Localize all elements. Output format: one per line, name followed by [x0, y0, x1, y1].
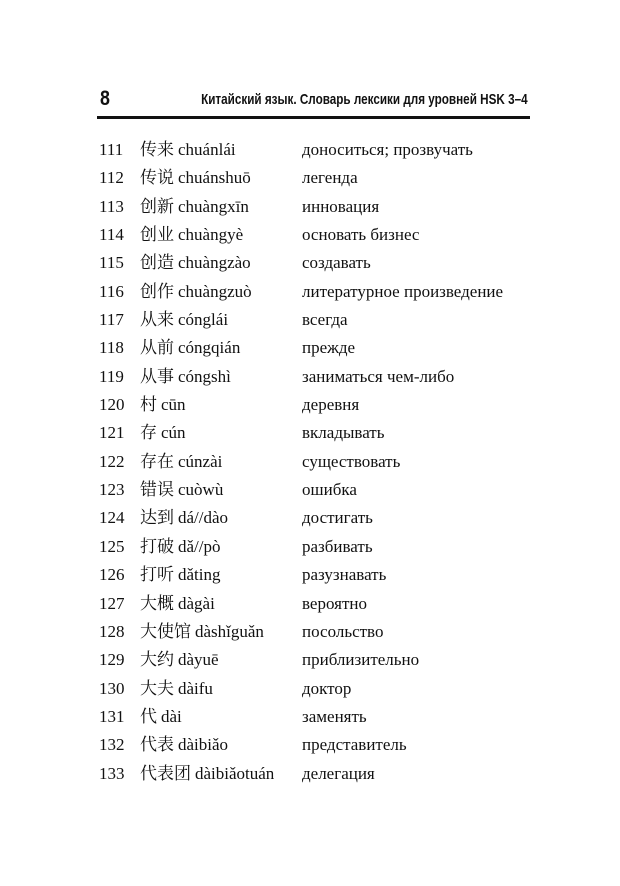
entry-translation: доноситься; прозвучать — [302, 140, 473, 159]
vocabulary-entry — [0, 391, 620, 419]
vocabulary-entry — [0, 448, 620, 476]
entry-translation: разбивать — [302, 536, 373, 556]
entry-translation: деревня — [302, 395, 360, 415]
entry-hanzi: 创新 — [140, 196, 174, 217]
entry-translation: основать бизнес — [302, 225, 420, 245]
entry-number: 128 — [99, 621, 125, 641]
entry-pinyin: dǎ//pò — [178, 536, 221, 556]
entry-pinyin: chuàngzuò — [178, 281, 252, 301]
vocabulary-list — [0, 136, 620, 788]
entry-pinyin: chuàngxīn — [178, 196, 249, 216]
entry-pinyin: dàifu — [178, 678, 213, 698]
entry-hanzi: 打听 — [140, 565, 174, 586]
entry-number: 111 — [99, 140, 124, 159]
vocabulary-entry — [0, 476, 620, 504]
page-header — [97, 86, 530, 119]
entry-pinyin: cúnzài — [178, 451, 223, 471]
entry-word — [140, 391, 186, 419]
entry-number: 130 — [99, 678, 125, 698]
entry-hanzi: 创作 — [140, 281, 174, 302]
entry-word — [140, 703, 182, 731]
entry-pinyin: dàibiǎo — [178, 735, 229, 755]
entry-translation: доктор — [302, 678, 352, 698]
entry-hanzi: 打破 — [140, 536, 174, 557]
entry-hanzi: 传说 — [140, 168, 174, 189]
entry-number: 115 — [99, 253, 124, 273]
vocabulary-entry — [0, 136, 620, 164]
entry-number: 112 — [99, 168, 124, 188]
vocabulary-entry — [0, 561, 620, 589]
entry-pinyin: dǎting — [178, 565, 221, 585]
entry-word — [140, 334, 240, 362]
entry-hanzi: 村 — [140, 395, 157, 416]
entry-hanzi: 创业 — [140, 225, 174, 246]
entry-translation: легенда — [302, 168, 358, 188]
entry-number: 131 — [99, 706, 125, 726]
entry-number: 123 — [99, 480, 125, 500]
entry-number: 127 — [99, 593, 125, 613]
vocabulary-entry — [0, 618, 620, 646]
entry-hanzi: 大概 — [140, 593, 174, 614]
entry-hanzi: 代表 — [140, 735, 174, 756]
entry-hanzi: 代 — [140, 706, 157, 727]
entry-word — [140, 646, 219, 674]
entry-number: 124 — [99, 508, 125, 528]
entry-word — [140, 533, 221, 561]
vocabulary-entry — [0, 675, 620, 703]
entry-pinyin: chuánshuō — [178, 168, 251, 188]
vocabulary-entry — [0, 278, 620, 306]
entry-translation: всегда — [302, 310, 348, 330]
entry-number: 117 — [99, 310, 124, 330]
entry-word — [140, 278, 252, 306]
entry-hanzi: 代表团 — [140, 763, 191, 784]
entry-word — [140, 419, 186, 447]
entry-pinyin: cóngshì — [178, 366, 231, 386]
entry-word — [140, 249, 251, 277]
entry-word — [140, 193, 249, 221]
vocabulary-entry — [0, 646, 620, 674]
entry-translation: прежде — [302, 338, 356, 358]
entry-pinyin: chuánlái — [178, 140, 236, 159]
entry-hanzi: 大使馆 — [140, 621, 191, 642]
entry-hanzi: 从前 — [140, 338, 174, 359]
entry-hanzi: 从事 — [140, 366, 174, 387]
vocabulary-entry — [0, 703, 620, 731]
vocabulary-entry — [0, 249, 620, 277]
entry-pinyin: cónglái — [178, 310, 229, 330]
entry-hanzi: 传来 — [140, 140, 174, 160]
entry-word — [140, 561, 221, 589]
entry-hanzi: 创造 — [140, 253, 174, 274]
entry-hanzi: 大约 — [140, 650, 174, 671]
vocabulary-entry — [0, 590, 620, 618]
vocabulary-entry — [0, 533, 620, 561]
entry-number: 118 — [99, 338, 124, 358]
entry-hanzi: 存 — [140, 423, 157, 444]
entry-translation: вероятно — [302, 593, 367, 613]
entry-translation: ошибка — [302, 480, 357, 500]
entry-number: 129 — [99, 650, 125, 670]
vocabulary-entry — [0, 363, 620, 391]
vocabulary-entry — [0, 731, 620, 759]
vocabulary-entry — [0, 504, 620, 532]
entry-hanzi: 从来 — [140, 310, 174, 331]
entry-number: 133 — [99, 763, 125, 783]
entry-pinyin: cuòwù — [178, 480, 224, 500]
entry-word — [140, 164, 251, 192]
vocabulary-entry — [0, 193, 620, 221]
entry-pinyin: dàyuē — [178, 650, 219, 670]
entry-translation: существовать — [302, 451, 401, 471]
vocabulary-entry — [0, 164, 620, 192]
entry-number: 119 — [99, 366, 124, 386]
entry-translation: представитель — [302, 735, 407, 755]
vocabulary-entry — [0, 419, 620, 447]
entry-hanzi: 达到 — [140, 508, 174, 529]
vocabulary-entry — [0, 334, 620, 362]
entry-word — [140, 476, 223, 504]
entry-pinyin: dàshǐguǎn — [195, 621, 264, 641]
entry-pinyin: chuàngzào — [178, 253, 251, 273]
entry-pinyin: cūn — [161, 395, 186, 415]
entry-translation: делегация — [302, 763, 375, 783]
entry-hanzi: 存在 — [140, 451, 174, 472]
entry-word — [140, 136, 236, 164]
entry-word — [140, 590, 215, 618]
entry-word — [140, 363, 231, 391]
entry-number: 120 — [99, 395, 125, 415]
entry-pinyin: dài — [161, 706, 182, 726]
vocabulary-entry — [0, 306, 620, 334]
entry-word — [140, 504, 228, 532]
entry-word — [140, 731, 228, 759]
entry-translation: создавать — [302, 253, 371, 273]
entry-number: 125 — [99, 536, 125, 556]
entry-translation: вкладывать — [302, 423, 385, 443]
entry-pinyin: cún — [161, 423, 186, 443]
entry-pinyin: cóngqián — [178, 338, 241, 358]
entry-pinyin: chuàngyè — [178, 225, 244, 245]
entry-hanzi: 错误 — [140, 480, 174, 501]
entry-number: 121 — [99, 423, 125, 443]
entry-translation: достигать — [302, 508, 373, 528]
entry-word — [140, 760, 274, 788]
entry-word — [140, 306, 228, 334]
entry-number: 114 — [99, 225, 124, 245]
vocabulary-entry — [0, 221, 620, 249]
entry-translation: приблизительно — [302, 650, 420, 670]
entry-number: 122 — [99, 451, 125, 471]
entry-number: 113 — [99, 196, 124, 216]
running-title: Китайский язык. Словарь лексики для уровней HSK 3–4 — [201, 91, 528, 108]
entry-translation: посольство — [302, 621, 384, 641]
entry-pinyin: dá//dào — [178, 508, 229, 528]
entry-pinyin: dàgài — [178, 593, 215, 613]
entry-number: 116 — [99, 281, 124, 301]
entry-pinyin: dàibiǎotuán — [195, 763, 275, 783]
page-number: 8 — [100, 87, 110, 110]
entry-word — [140, 221, 243, 249]
vocabulary-entry — [0, 760, 620, 788]
entry-number: 126 — [99, 565, 125, 585]
entry-translation: заменять — [302, 706, 367, 726]
entry-word — [140, 448, 222, 476]
entry-translation: разузнавать — [302, 565, 387, 585]
entry-translation: инновация — [302, 196, 380, 216]
entry-word — [140, 618, 264, 646]
entry-translation: литературное произведение — [302, 281, 504, 301]
entry-word — [140, 675, 213, 703]
entry-translation: заниматься чем-либо — [302, 366, 455, 386]
entry-number: 132 — [99, 735, 125, 755]
entry-hanzi: 大夫 — [140, 678, 174, 699]
